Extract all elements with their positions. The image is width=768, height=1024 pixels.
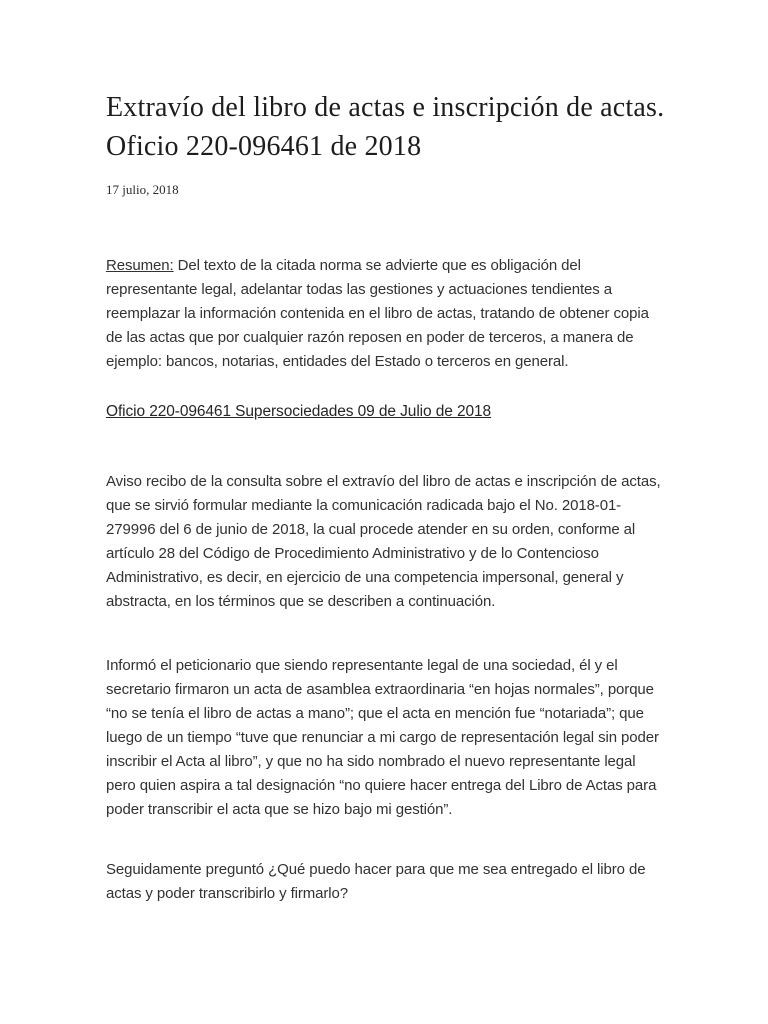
publish-date: 17 julio, 2018: [106, 182, 179, 197]
body-paragraph-3: Seguidamente preguntó ¿Qué puedo hacer para que me sea entregado el libro de actas y poder transcribirlo y firmarlo?: [106, 861, 646, 902]
oficio-link[interactable]: Oficio 220-096461 Supersociedades 09 de Julio de 2018: [106, 403, 492, 420]
summary-paragraph: [106, 254, 666, 374]
document-content: [106, 0, 666, 906]
page-title: Extravío del libro de actas e inscripción de actas. Oficio 220-096461 de 2018: [106, 92, 665, 162]
summary-label: Resumen:: [106, 257, 174, 274]
body-paragraph-2: Informó el peticionario que siendo representante legal de una sociedad, él y el secretario firmaron un acta de asamblea extraordinaria “en hojas normales”, porque “no se tenía el libro de actas a mano”; que el acta en mención fue “notariada”; que luego de un tiempo “tuve que renunciar a mi cargo de representación legal sin poder inscribir el Acta al libro”, y que no ha sido nombrado el nuevo representante legal pero quien aspira a tal designación “no quiere hacer entrega del Libro de Actas para poder transcribir el acta que se hizo bajo mi gestión”.: [106, 657, 659, 818]
summary-text: Del texto de la citada norma se advierte que es obligación del representante legal, adelantar todas las gestiones y actuaciones tendientes a reemplazar la información contenida en el libro de actas, tratando de obtener copia de las actas que por cualquier razón reposen en poder de terceros, a manera de ejemplo: bancos, notarias, entidades del Estado o terceros en general.: [106, 257, 649, 370]
body-paragraph-1: Aviso recibo de la consulta sobre el extravío del libro de actas e inscripción de actas, que se sirvió formular mediante la comunicación radicada bajo el No. 2018-01-279996 del 6 de junio de 2018, la cual procede atender en su orden, conforme al artículo 28 del Código de Procedimiento Administrativo y de lo Contencioso Administrativo, es decir, en ejercicio de una competencia impersonal, general y abstracta, en los términos que se describen a continuación.: [106, 473, 661, 610]
